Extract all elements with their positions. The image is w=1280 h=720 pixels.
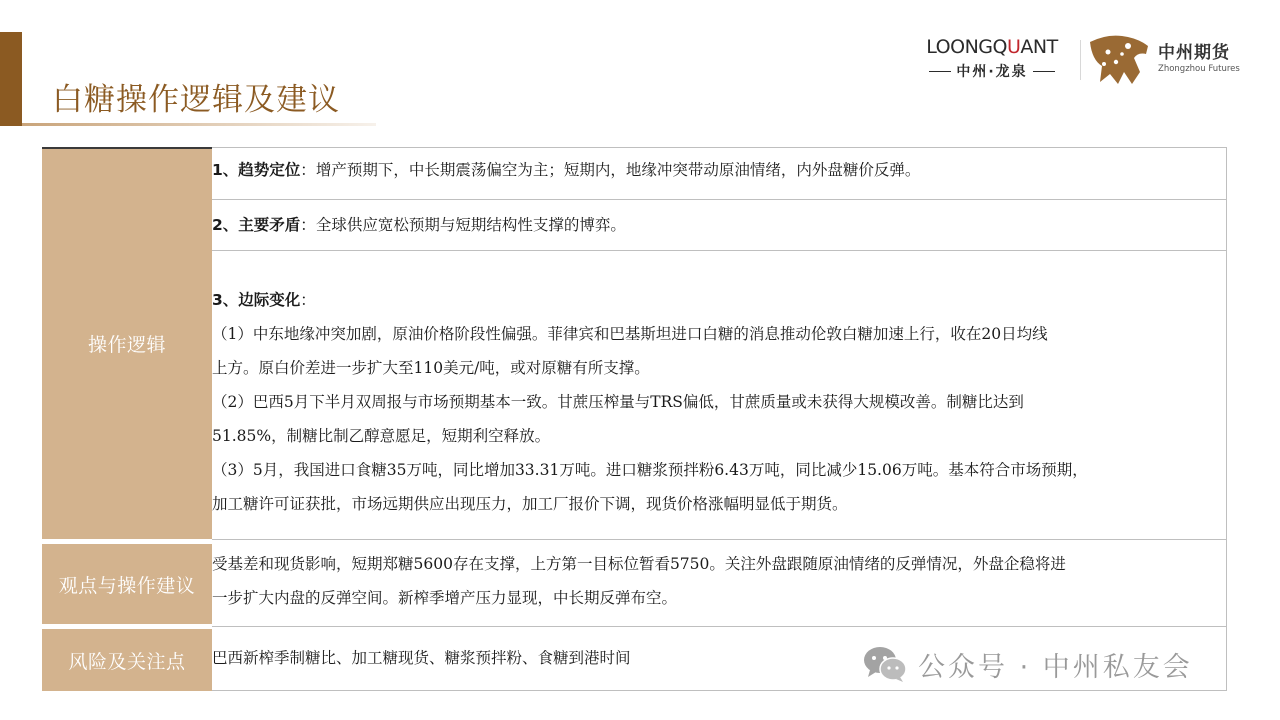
trend-heading: 1、趋势定位 [212,161,301,179]
margin-line: （3）5月，我国进口食糖35万吨，同比增加33.31万吨。进口糖浆预拌粉6.43万吨，同比减少15.06万吨。基本符合市场预期， [212,461,1088,479]
loongquant-cn-name: 中州·龙泉 [916,61,1068,81]
watermark-text: 公众号 · 中州私友会 [918,651,1193,683]
advice-line: 受基差和现货影响，短期郑糖5600存在支撑，上方第一目标位暂看5750。关注外盘跟随原油情绪的反弹情况，外盘企稳将进 [212,555,1066,573]
risk-label-cell [42,629,212,691]
advice-line: 一步扩大内盘的反弹空间。新榨季增产压力显现，中长期反弹布空。 [212,589,678,607]
zhongzhou-logo [1088,32,1240,86]
risk-text: 巴西新榨季制糖比、加工糖现货、糖浆预拌粉、食糖到港时间 [212,649,631,667]
loongquant-wordmark: LOONGQUANT [926,36,1058,58]
logic-label-cell [42,147,212,539]
advice-label-cell [42,544,212,624]
wechat-watermark [862,644,1193,684]
margin-line: 加工糖许可证获批，市场远期供应出现压力，加工厂报价下调，现货价格涨幅明显低于期货。 [212,495,848,513]
leopard-icon [1088,32,1150,86]
wechat-icon [862,644,908,684]
trend-text: 增产预期下，中长期震荡偏空为主；短期内，地缘冲突带动原油情绪，内外盘糖价反弹。 [315,161,921,179]
conflict-heading: 2、主要矛盾 [212,216,301,234]
page-title: 白糖操作逻辑及建议 [52,82,340,118]
title-underline [22,123,376,126]
risk-label: 风险及关注点 [68,650,186,673]
margin-heading: 3、边际变化 [212,291,301,309]
zhongzhou-en-name: Zhongzhou Futures [1158,64,1240,74]
trend-cell: 1、趋势定位：增产预期下，中长期震荡偏空为主；短期内，地缘冲突带动原油情绪，内外盘糖价反弹。 [212,147,1227,199]
logic-label: 操作逻辑 [87,333,166,356]
margin-line: 上方。原白价差进一步扩大至110美元/吨，或对原糖有所支撑。 [212,359,650,377]
table-top-rule [42,147,212,149]
margin-line: 51.85%，制糖比制乙醇意愿足，短期利空释放。 [212,427,551,445]
advice-label: 观点与操作建议 [58,574,196,597]
title-accent-bar [0,32,22,126]
conflict-cell: 2、主要矛盾：全球供应宽松预期与短期结构性支撑的博弈。 [212,199,1227,250]
logic-table [42,147,1227,691]
loongquant-logo [916,36,1068,81]
logo-divider [1080,40,1081,80]
margin-change-cell: 3、边际变化： （1）中东地缘冲突加剧，原油价格阶段性偏强。菲律宾和巴基斯坦进口白糖的消息推动伦敦白糖加速上行，收在20日均线 上方。原白价差进一步扩大至110美元/吨，或对原糖有所支撑。 （2）巴西5月下半月双周报与市场预期基本一致。甘蔗压榨量与TRS偏低，甘蔗质量或未获得大规模改善。制糖比达到 51.85%，制糖比制乙醇意愿足，短期利空释放。 （3）5月，我国进口食糖35万吨，同比增加33.31万吨。进口糖浆预拌粉6.43万吨，同比减少15.06万吨。基本符合市场预期， 加工糖许可证获批，市场远期供应出现压力，加工厂报价下调，现货价格涨幅明显低于期货。 [212,250,1227,539]
zhongzhou-cn-name: 中州期货 [1158,43,1230,63]
advice-cell [212,539,1227,626]
margin-line: （2）巴西5月下半月双周报与市场预期基本一致。甘蔗压榨量与TRS偏低，甘蔗质量或未获得大规模改善。制糖比达到 [212,393,1024,411]
margin-line: （1）中东地缘冲突加剧，原油价格阶段性偏强。菲律宾和巴基斯坦进口白糖的消息推动伦敦白糖加速上行，收在20日均线 [212,325,1048,343]
conflict-text: 全球供应宽松预期与短期结构性支撑的博弈。 [315,216,626,234]
